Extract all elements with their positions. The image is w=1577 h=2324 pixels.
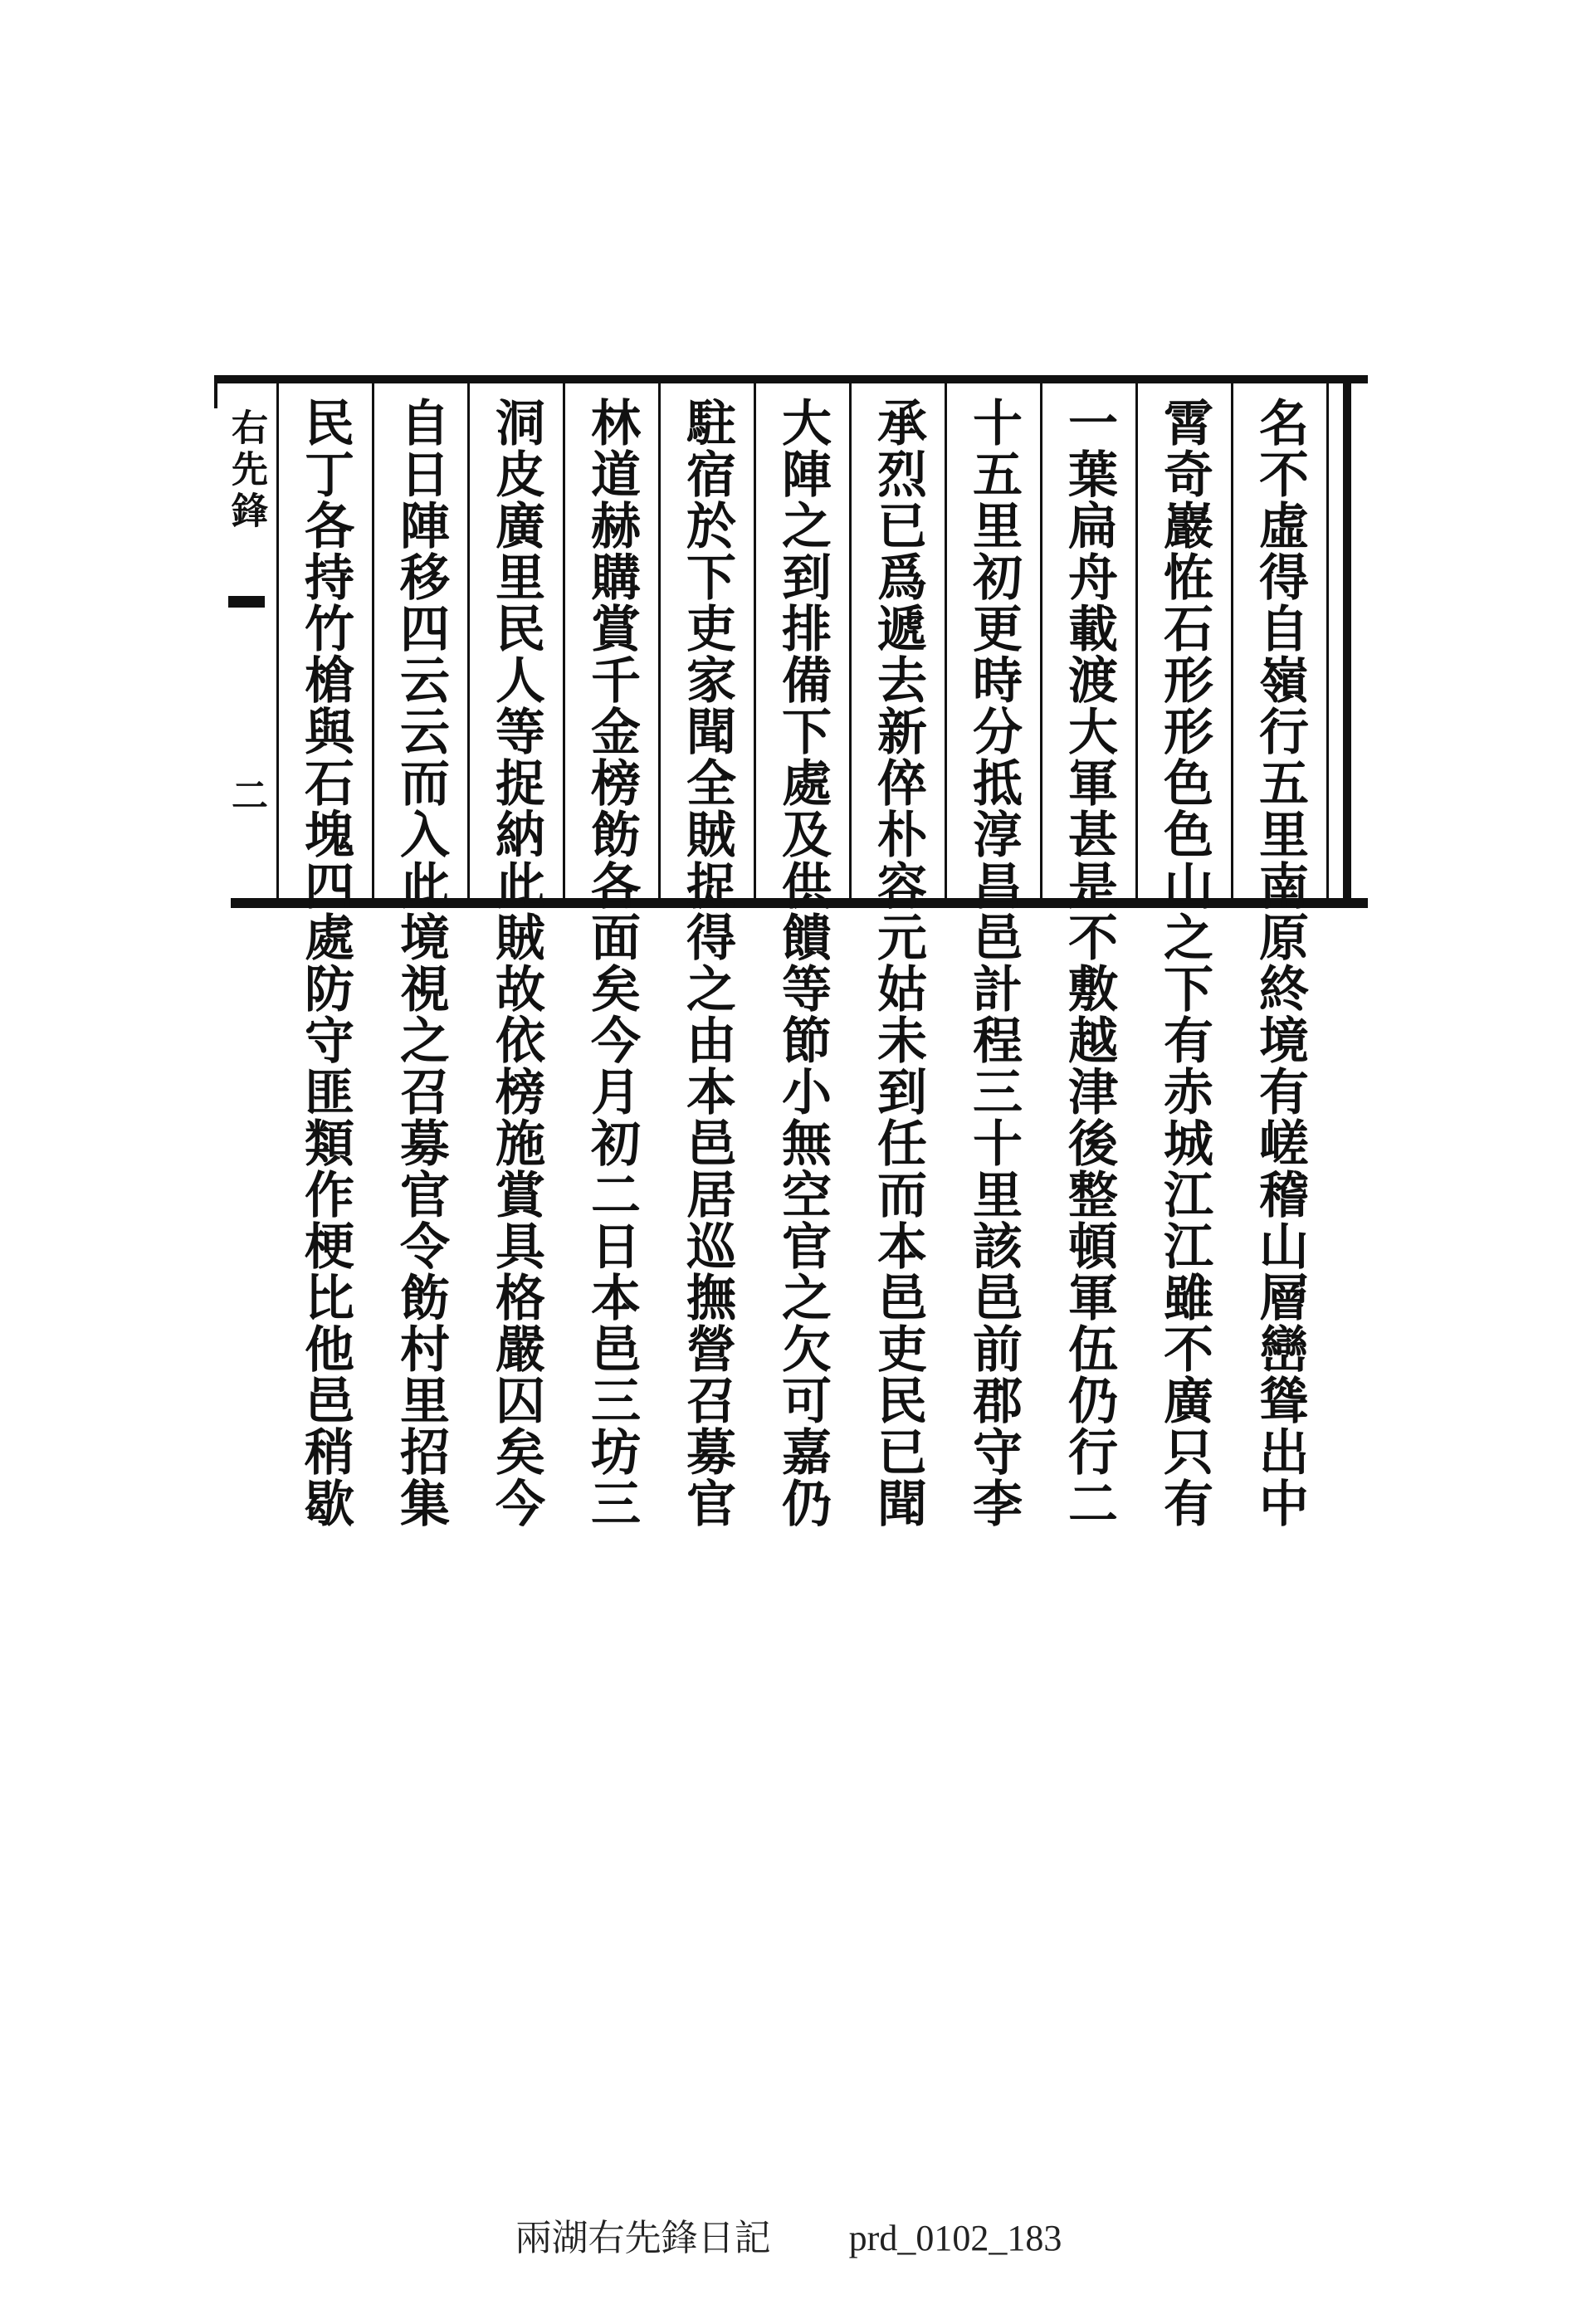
text-column (754, 383, 849, 1529)
text-column (563, 383, 658, 1529)
column-text: 大陣之到排備下處及供饋等節小無空官之欠可嘉仍 (774, 397, 832, 1529)
page-footer (0, 2208, 1577, 2261)
text-column (1040, 383, 1135, 1529)
text-column (1135, 383, 1231, 1529)
column-text: 承烈已爲遞去新倅朴容元姑未到任而本邑吏民已聞 (869, 397, 927, 1529)
frame-right-inner-border (1326, 383, 1329, 898)
text-column (945, 383, 1040, 1529)
text-column (658, 383, 754, 1529)
frame-right-border (1343, 375, 1351, 908)
column-text: 林道赫購賞千金榜飭各面矣今月初二日本邑三坊三 (583, 397, 641, 1529)
text-column (372, 383, 467, 1529)
column-text: 民丁各持竹槍與石塊四處防守匪類作梗比他邑稍歇 (296, 397, 354, 1529)
frame-top-border (214, 375, 1368, 383)
margin-column (217, 383, 274, 898)
fishtail-mark (228, 596, 265, 608)
column-text: 自日陣移四云云而入此境視之召募官令飭村里招集 (392, 397, 450, 1529)
column-text: 霄奇巖恠石形形色色山之下有赤城江江雖不廣只有 (1155, 397, 1213, 1529)
text-columns (274, 383, 1326, 1529)
column-text: 名不虛得自嶺行五里南原終境有嵯稽山層巒聳出中 (1251, 397, 1309, 1529)
column-text: 駐宿於下吏家聞全賊捉得之由本邑居巡撫營召募官 (678, 397, 736, 1529)
footer-title: 兩湖右先鋒日記 (515, 2217, 771, 2259)
margin-page-number: 二 (225, 776, 267, 813)
column-text: 一葉扁舟載渡大軍甚是不敷越津後整頓軍伍仍行二 (1060, 397, 1118, 1529)
footer-code: prd_0102_183 (848, 2218, 1062, 2258)
margin-title: 右先鋒 (225, 408, 267, 533)
text-column (1231, 383, 1326, 1529)
text-column (849, 383, 945, 1529)
column-text: 洞皮廣里民人等捉納此賊故依榜施賞具格嚴囚矣今 (487, 397, 545, 1529)
text-column (467, 383, 563, 1529)
text-column (276, 383, 372, 1529)
column-text: 十五里初更時分抵淳昌邑計程三十里該邑前郡守李 (964, 397, 1023, 1529)
